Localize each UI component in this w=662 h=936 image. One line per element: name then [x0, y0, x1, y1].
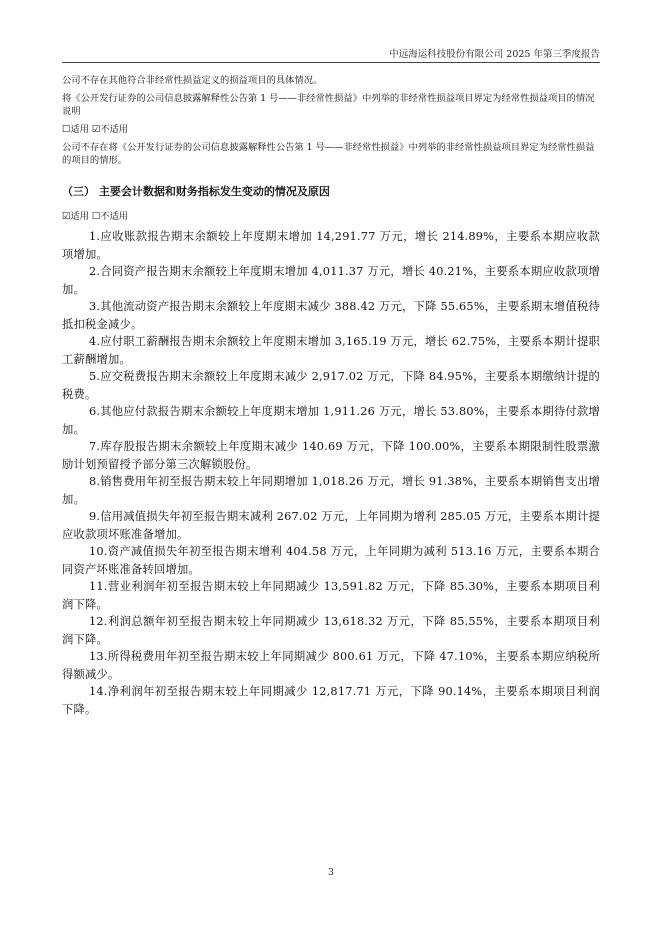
page-header: 中远海运科技股份有限公司 2025 年第三季度报告 — [389, 49, 600, 60]
change-item: 13.所得税费用年初至报告期末较上年同期减少 800.61 万元，下降 47.10%，主要系本期应纳税所得额减少。 — [62, 650, 600, 681]
change-item: 9.信用减值损失年初至报告期末减利 267.02 万元，上年同期为增利 285.05 万元，主要系本期计提应收款项坏账准备增加。 — [62, 510, 600, 541]
intro-line-1: 公司不存在其他符合非经常性损益定义的损益项目的具体情况。 — [62, 75, 323, 86]
header-divider — [62, 62, 600, 63]
change-item: 3.其他流动资产报告期末余额较上年度期末减少 388.42 万元，下降 55.65%，主要系期末增值税待抵扣税金减少。 — [62, 300, 600, 331]
change-item: 4.应付职工薪酬报告期末余额较上年度期末增加 3,165.19 万元，增长 62.75%，主要系本期计提职工薪酬增加。 — [62, 335, 600, 366]
change-item: 11.营业利润年初至报告期末较上年同期减少 13,591.82 万元，下降 85.30%，主要系本期项目利润下降。 — [62, 580, 600, 611]
change-item: 8.销售费用年初至报告期末较上年同期增加 1,018.26 万元，增长 91.38%，主要系本期销售支出增加。 — [62, 475, 600, 506]
change-item: 10.资产减值损失年初至报告期末增利 404.58 万元，上年同期为减利 513.16 万元，主要系本期合同资产坏账准备转回增加。 — [62, 545, 600, 576]
intro-line-3: 公司不存在将《公开发行证券的公司信息披露解释性公告第 1 号——非经常性损益》中列举的非经常性损益项目界定为经常性损益的项目的情形。 — [62, 142, 595, 166]
page-content — [62, 74, 600, 718]
change-item: 14.净利润年初至报告期末较上年同期减少 12,817.71 万元，下降 90.14%，主要系本期项目利润下降。 — [62, 685, 600, 716]
change-item: 6.其他应付款报告期末余额较上年度期末增加 1,911.26 万元，增长 53.80%，主要系本期待付款增加。 — [62, 405, 600, 436]
intro-line-2: 将《公开发行证券的公司信息披露解释性公告第 1 号——非经常性损益》中列举的非经常性损益项目界定为经常性损益项目的情况说明 — [62, 93, 595, 117]
section-title: （三） 主要会计数据和财务指标发生变动的情况及原因 — [62, 185, 330, 198]
page-number: 3 — [328, 868, 334, 878]
change-item: 2.合同资产报告期末余额较上年度期末增加 4,011.37 万元，增长 40.21%，主要系本期应收款项增加。 — [62, 265, 600, 296]
change-item: 12.利润总额年初至报告期末较上年同期减少 13,618.32 万元，下降 85.55%，主要系本期项目利润下降。 — [62, 615, 600, 646]
change-item: 7.库存股报告期末余额较上年度期末减少 140.69 万元，下降 100.00%，主要系本期限制性股票激励计划预留授予部分第三次解锁股份。 — [62, 440, 600, 471]
change-items-list — [62, 228, 600, 718]
applicability-checkbox-1: ☐适用 ☑不适用 — [62, 124, 129, 135]
change-item: 5.应交税费报告期末余额较上年度期末减少 2,917.02 万元，下降 84.95%，主要系本期缴纳计提的税费。 — [62, 370, 600, 401]
applicability-checkbox-2: ☑适用 ☐不适用 — [62, 211, 129, 222]
change-item: 1.应收账款报告期末余额较上年度期末增加 14,291.77 万元，增长 214.89%，主要系本期应收款项增加。 — [62, 230, 600, 261]
